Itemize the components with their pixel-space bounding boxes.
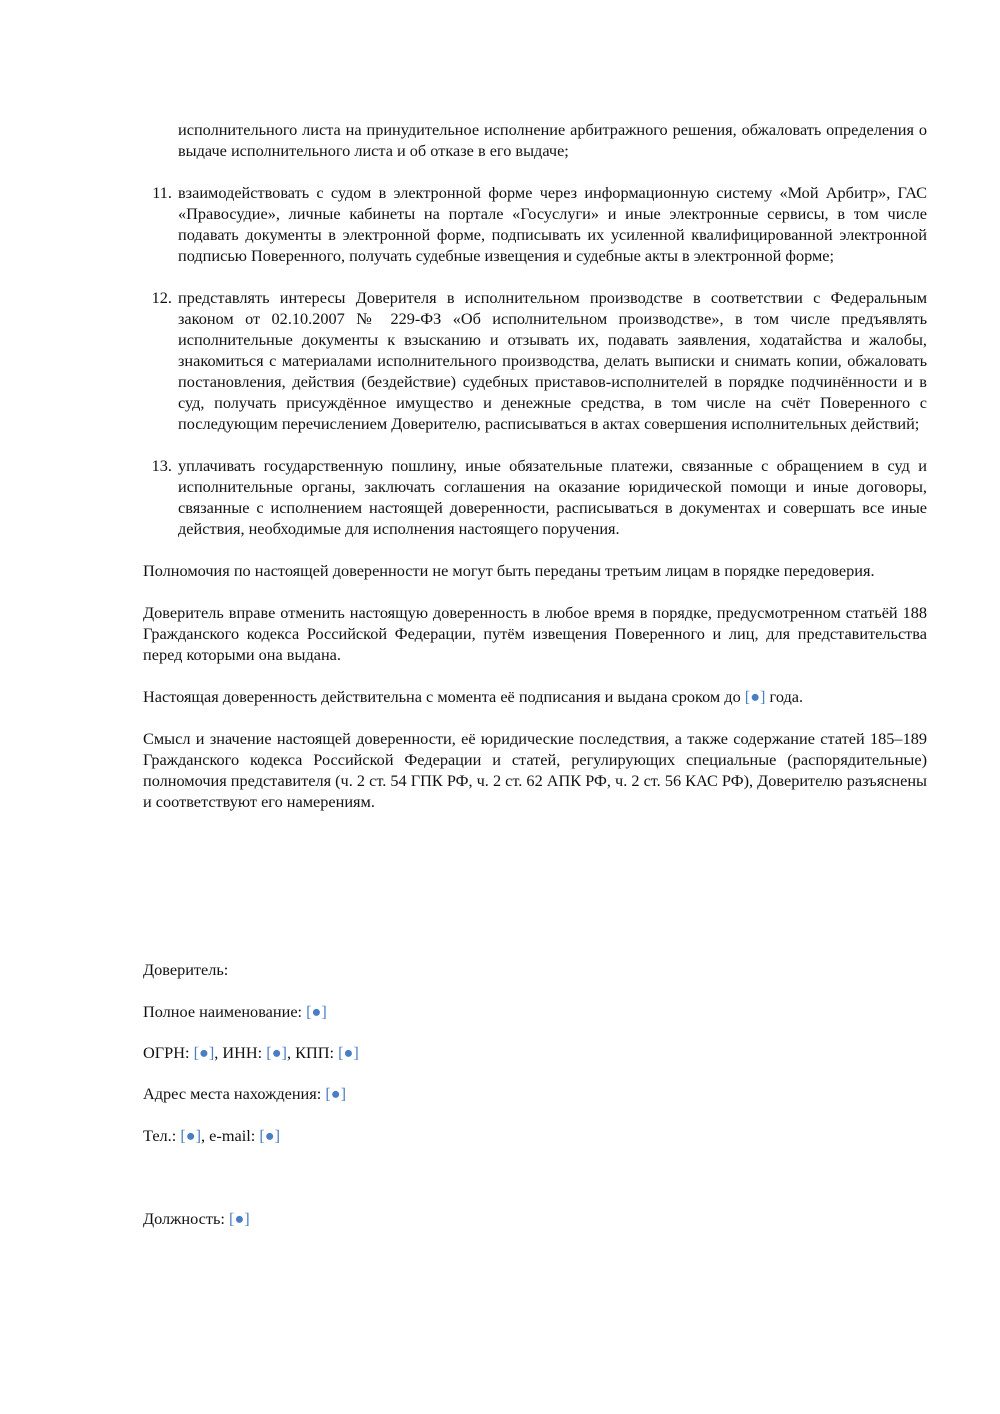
registration-line: [143, 1042, 359, 1063]
list-item-text: представлять интересы Доверителя в исполнительном производстве в соответствии с Федеральным законом от 02.10.2007 № 229-ФЗ «Об исполнительном производстве», в том числе предъявлять исполнительные документы к взысканию и отзывать их, подавать заявления, ходатайства и жалобы, знакомиться с материалами исполнительного производства, делать выписки и снимать копии, обжаловать постановления, действия (бездействие) судебных приставов-исполнителей в порядке подчинённости и в суд, получать присуждённое имущество и денежные средства, в том числе на счёт Поверенного с последующим перечислением Доверителю, расписываться в актах совершения исполнительных действий;: [178, 288, 927, 433]
list-item-11: [143, 182, 927, 266]
phone-label: Тел.:: [143, 1126, 181, 1145]
validity-text-end: года.: [765, 687, 804, 706]
inn-placeholder: [●]: [266, 1043, 287, 1062]
validity-date-placeholder: [●]: [744, 687, 766, 706]
position-label: Должность:: [143, 1209, 230, 1228]
kpp-label: , КПП:: [286, 1043, 339, 1062]
contacts-line: [143, 1125, 280, 1146]
document-body: [143, 119, 927, 833]
address-label: Адрес места нахождения:: [143, 1084, 326, 1103]
full-name-line: [143, 1001, 327, 1022]
principal-label: Доверитель:: [143, 960, 229, 979]
full-name-placeholder: [●]: [306, 1002, 327, 1021]
email-label: , e-mail:: [201, 1126, 260, 1145]
ogrn-placeholder: [●]: [193, 1043, 215, 1062]
list-item-number: 13.: [151, 456, 172, 475]
list-item-continuation: исполнительного листа на принудительное исполнение арбитражного решения, обжаловать определения о выдаче исполнительного листа и об отказе в его выдаче;: [178, 120, 927, 160]
validity-text: Настоящая доверенность действительна с момента её подписания и выдана сроком до: [143, 687, 745, 706]
inn-label: , ИНН:: [214, 1043, 267, 1062]
email-placeholder: [●]: [259, 1126, 281, 1145]
validity-paragraph: [143, 686, 927, 707]
list-item-12: [143, 287, 927, 434]
position-line: [143, 1208, 250, 1229]
list-item-13: [143, 455, 927, 539]
phone-placeholder: [●]: [180, 1126, 202, 1145]
full-name-label: Полное наименование:: [143, 1002, 307, 1021]
ogrn-label: ОГРН:: [143, 1043, 194, 1062]
list-item-number: 12.: [151, 288, 172, 307]
address-placeholder: [●]: [325, 1084, 347, 1103]
revocation-paragraph: Доверитель вправе отменить настоящую доверенность в любое время в порядке, предусмотренном статьёй 188 Гражданского кодекса Российской Федерации, путём извещения Поверенного и лиц, для представительства перед которыми она выдана.: [143, 603, 927, 664]
kpp-placeholder: [●]: [338, 1043, 359, 1062]
list-item-text: взаимодействовать с судом в электронной форме через информационную систему «Мой Арбитр», ГАС «Правосудие», личные кабинеты на портале «Госуслуги» и иные электронные сервисы, в том числе подавать документы в электронной форме, подписывать их усиленной квалифицированной электронной подписью Поверенного, получать судебные извещения и судебные акты в электронной форме;: [178, 183, 927, 265]
list-item-number: 11.: [152, 183, 172, 202]
position-placeholder: [●]: [229, 1209, 250, 1228]
meaning-paragraph: Смысл и значение настоящей доверенности, её юридические последствия, а также содержание статей 185–189 Гражданского кодекса Российской Федерации и статей, регулирующих специальные (распорядительные) полномочия представителя (ч. 2 ст. 54 ГПК РФ, ч. 2 ст. 62 АПК РФ, ч. 2 ст. 56 КАС РФ), Доверителю разъяснены и соответствуют его намерениям.: [143, 729, 927, 811]
address-line: [143, 1083, 346, 1104]
list-item-text: уплачивать государственную пошлину, иные обязательные платежи, связанные с обращением в суд и исполнительные органы, заключать соглашения на оказание юридической помощи и иные договоры, связанные с исполнением настоящей доверенности, расписываться в документах и совершать все иные действия, необходимые для исполнения настоящего поручения.: [178, 456, 927, 538]
no-substitution-paragraph: Полномочия по настоящей доверенности не могут быть переданы третьим лицам в порядке передоверия.: [143, 561, 875, 580]
